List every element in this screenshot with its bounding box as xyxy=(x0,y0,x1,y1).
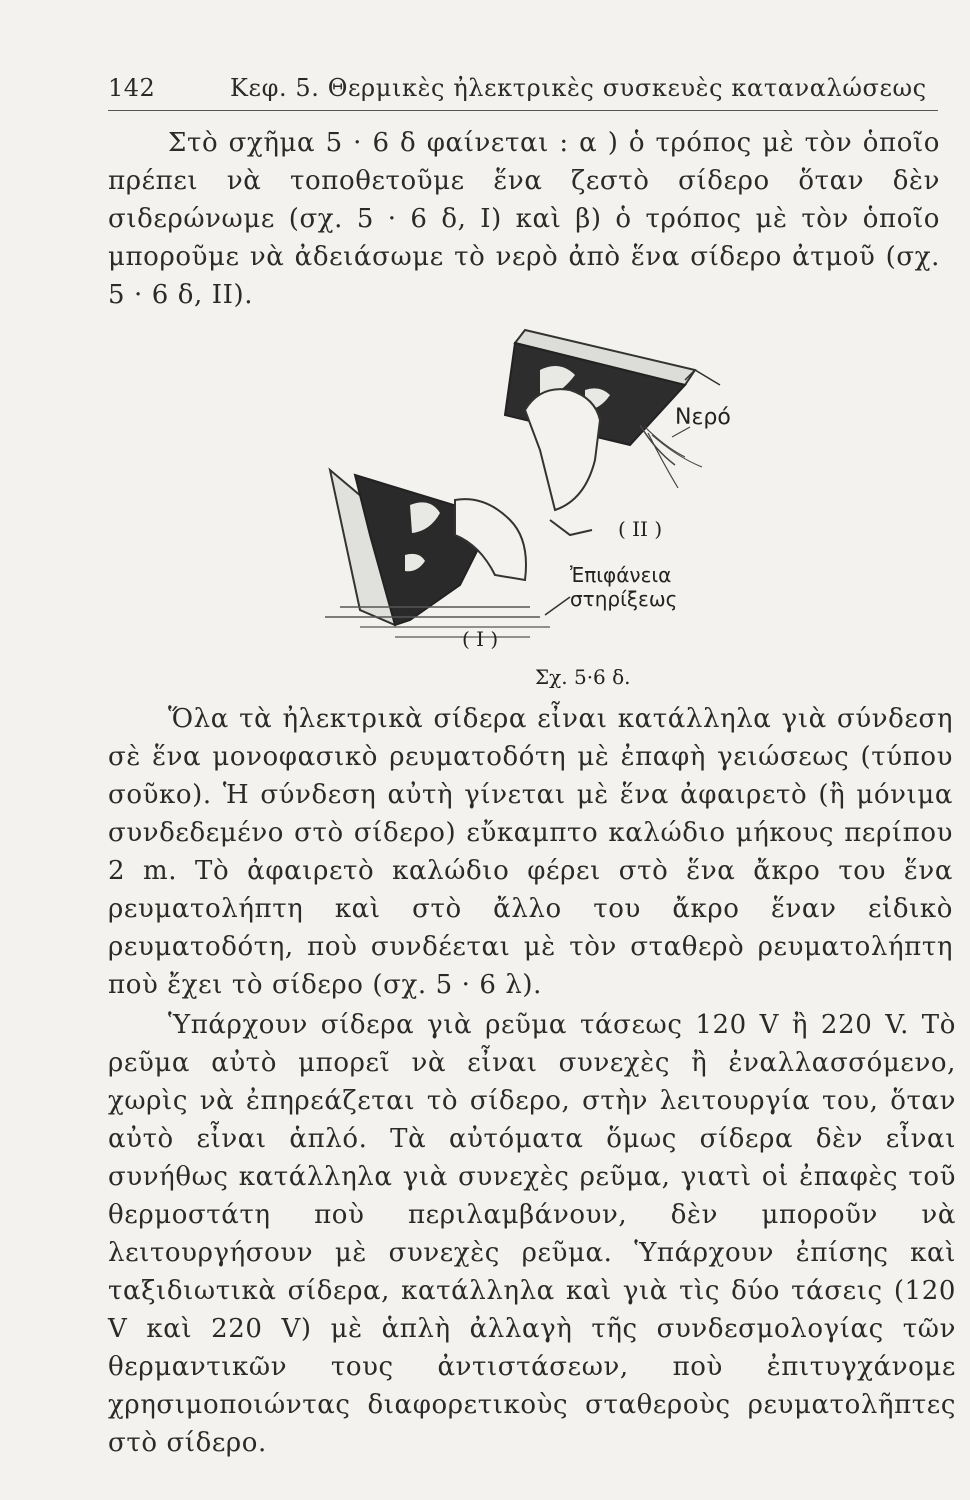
iron-ii-drawing xyxy=(505,330,720,535)
figure-caption: Σχ. 5·6 δ. xyxy=(535,665,631,689)
running-head: Κεφ. 5. Θερμικὲς ἠλεκτρικὲς συσκευὲς καταναλώσεως xyxy=(230,74,927,102)
iron-i-drawing xyxy=(325,470,570,637)
paragraph-connection: Ὅλα τὰ ἠλεκτρικὰ σίδερα εἶναι κατάλληλα γιὰ σύνδεση σὲ ἕνα μονοφασικὸ ρευματοδότη μὲ ἐπαφὴ γειώσεως (τύπου σοῦκο). Ἡ σύνδεση αὐτὴ γίνεται μὲ ἕνα ἀφαιρετὸ (ἢ μόνιμα συνδεδεμένο στὸ σίδερο) εὔκαμπτο καλώδιο μήκους περίπου 2 m. Τὸ ἀφαιρετὸ καλώδιο φέρει στὸ ἕνα ἄκρο του ἕνα ρευματολήπτη καὶ στὸ ἄλλο του ἄκρο ἕναν εἰδικὸ ρευματοδότη, ποὺ συνδέεται μὲ τὸν σταθερὸ ρευματολήπτη ποὺ ἔχει τὸ σίδερο (σχ. 5 · 6 λ). xyxy=(108,704,953,1000)
paragraph-figure-description: Στὸ σχῆμα 5 · 6 δ φαίνεται : α ) ὁ τρόπος μὲ τὸν ὁποῖο πρέπει νὰ τοποθετοῦμε ἕνα ζεστὸ σίδερο ὅταν δὲν σιδερώνωμε (σχ. 5 · 6 δ, I) καὶ β) ὁ τρόπος μὲ τὸν ὁποῖο μποροῦμε νὰ ἀδειάσωμε τὸ νερὸ ἀπὸ ἕνα σίδερο ἀτμοῦ (σχ. 5 · 6 δ, II). xyxy=(108,128,940,310)
label-support-surface-line2: στηρίξεως xyxy=(570,587,678,611)
iron-drawing xyxy=(300,325,770,695)
page-header xyxy=(108,70,938,111)
label-water: Νερό xyxy=(675,405,731,430)
label-support-surface-line1: Ἐπιφάνεια xyxy=(570,563,672,587)
page-number: 142 xyxy=(108,74,156,102)
figure-iron-illustration xyxy=(300,325,770,695)
label-ii: ( II ) xyxy=(618,517,663,541)
label-i: ( I ) xyxy=(462,627,499,651)
paragraph-voltage: Ὑπάρχουν σίδερα γιὰ ρεῦμα τάσεως 120 V ἢ 220 V. Τὸ ρεῦμα αὐτὸ μπορεῖ νὰ εἶναι συνεχὲς ἢ ἐναλλασσόμενο, χωρὶς νὰ ἐπηρεάζεται τὸ σίδερο, στὴν λειτουργία του, ὅταν αὐτὸ εἶναι ἁπλό. Τὰ αὐτόματα ὅμως σίδερα δὲν εἶναι συνήθως κατάλληλα γιὰ συνεχὲς ρεῦμα, γιατὶ οἱ ἐπαφὲς τοῦ θερμοστάτη ποὺ περιλαμβάνουν, δὲν μποροῦν νὰ λειτουργήσουν μὲ συνεχὲς ρεῦμα. Ὑπάρχουν ἐπίσης καὶ ταξιδιωτικὰ σίδερα, κατάλληλα καὶ γιὰ τὶς δύο τάσεις (120 V καὶ 220 V) μὲ ἁπλὴ ἀλλαγὴ τῆς συνδεσμολογίας τῶν θερμαντικῶν τους ἀντιστάσεων, ποὺ ἐπιτυγχάνομε χρησιμοποιώντας διαφορετικοὺς σταθεροὺς ρευματολῆπτες στὸ σίδερο. xyxy=(108,1010,956,1458)
